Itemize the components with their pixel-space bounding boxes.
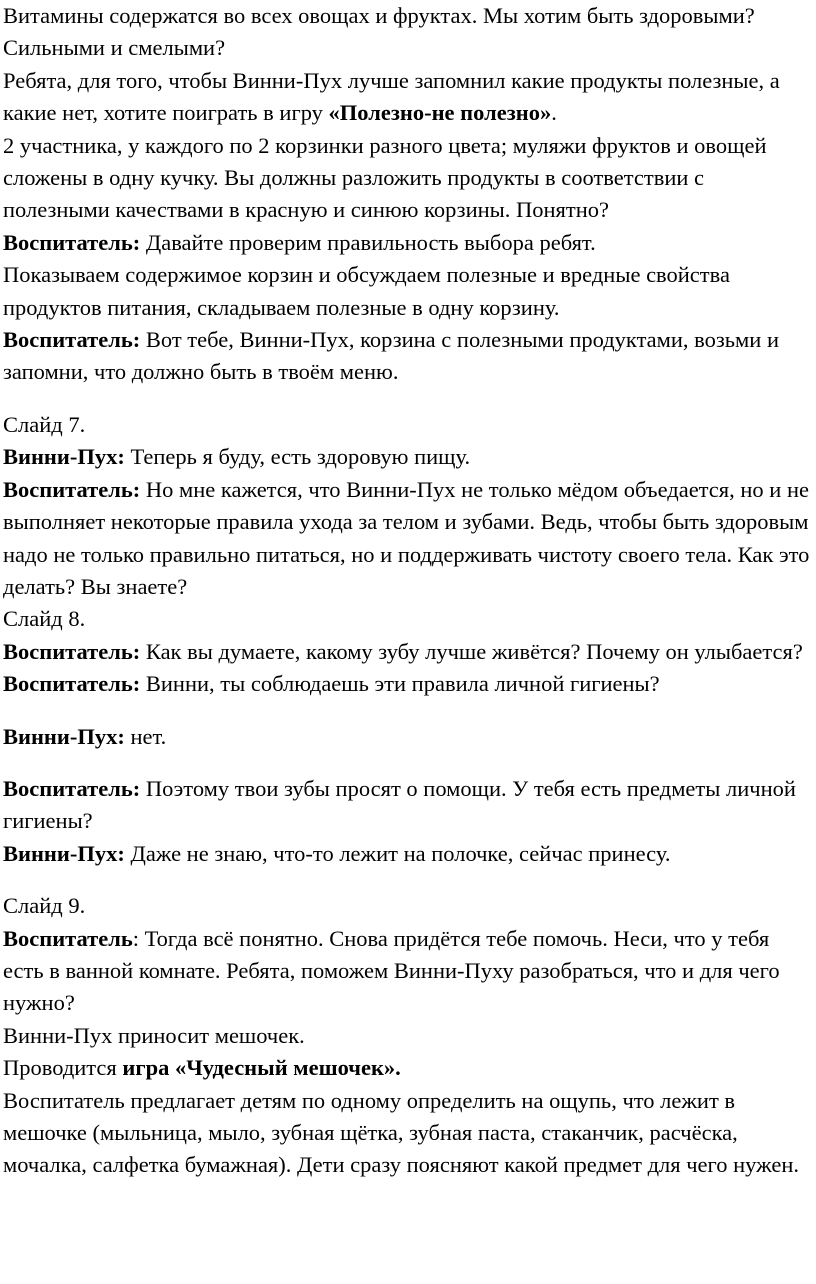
paragraph-p13 <box>3 721 812 753</box>
text-run: Воспитатель предлагает детям по одному определить на ощупь, что лежит в мешочке (мыльница, мыло, зубная щётка, зубная паста, стаканчик, расчёска, мочалка, салфетка бумажная). Дети сразу поясняют какой предмет для чего нужен. <box>3 1087 799 1178</box>
paragraph-p8 <box>3 441 812 473</box>
bold-text: Воспитатель: <box>3 638 141 664</box>
paragraph-p5 <box>3 259 812 324</box>
text-run: нет. <box>124 723 167 749</box>
text-run: Вот тебе, Винни-Пух, корзина с полезными продуктами, возьми и запомни, что должно быть в твоём меню. <box>3 327 780 385</box>
text-run: Давайте проверим правильность выбора ребят. <box>140 229 596 255</box>
paragraph-p11 <box>3 636 812 668</box>
bold-text: Винни-Пух: <box>3 723 125 749</box>
bold-text: Винни-Пух: <box>3 444 125 470</box>
paragraph-p2 <box>3 65 812 130</box>
text-run: Слайд 8. <box>3 606 86 632</box>
paragraph-p17 <box>3 923 812 1020</box>
text-run: Но мне кажется, что Винни-Пух не только мёдом объедается, но и не выполняет некоторые правила ухода за телом и зубами. Ведь, чтобы быть здоровым надо не только правильно питаться, но и поддерживать чистоту своего тела. Как это делать? Вы знаете? <box>3 476 810 599</box>
paragraph-p4 <box>3 227 812 259</box>
text-run: Винни-Пух приносит мешочек. <box>3 1022 305 1048</box>
text-run: Как вы думаете, какому зубу лучше живётся? Почему он улыбается? <box>140 638 803 664</box>
text-run: Теперь я буду, есть здоровую пищу. <box>124 444 471 470</box>
paragraph-p14 <box>3 773 812 838</box>
bold-text: Винни-Пух: <box>3 840 125 866</box>
paragraph-p19 <box>3 1052 812 1084</box>
paragraph-p7 <box>3 409 812 441</box>
paragraph-p12 <box>3 668 812 700</box>
text-run: : Тогда всё понятно. Снова придётся тебе помочь. Неси, что у тебя есть в ванной комнате. Ребята, поможем Винни-Пуху разобраться, что и для чего нужно? <box>3 925 780 1016</box>
bold-text: Воспитатель: <box>3 476 141 502</box>
bold-text: Воспитатель: <box>3 671 141 697</box>
paragraph-p16 <box>3 890 812 922</box>
bold-text: «Полезно-не полезно» <box>328 100 552 126</box>
paragraph-p15 <box>3 838 812 870</box>
text-run: Слайд 9. <box>3 893 86 919</box>
text-run: Слайд 7. <box>3 411 86 437</box>
paragraph-p20 <box>3 1085 812 1182</box>
paragraph-p18 <box>3 1020 812 1052</box>
bold-text: Воспитатель: <box>3 775 141 801</box>
text-run: Проводится <box>3 1055 123 1081</box>
bold-text: Воспитатель: <box>3 229 141 255</box>
bold-text: Воспитатель: <box>3 327 141 353</box>
text-run: Даже не знаю, что-то лежит на полочке, сейчас принесу. <box>124 840 671 866</box>
text-run: Показываем содержимое корзин и обсуждаем полезные и вредные свойства продуктов питания, складываем полезные в одну корзину. <box>3 262 730 320</box>
text-run: Винни, ты соблюдаешь эти правила личной гигиены? <box>140 671 660 697</box>
paragraph-p1 <box>3 0 812 65</box>
text-run: 2 участника, у каждого по 2 корзинки разного цвета; муляжи фруктов и овощей сложены в одну кучку. Вы должны разложить продукты в соответствии с полезными качествами в красную и синюю корзины. Понятно? <box>3 132 767 223</box>
bold-text: Воспитатель <box>3 925 133 951</box>
text-run: Витамины содержатся во всех овощах и фруктах. Мы хотим быть здоровыми? Сильными и смелыми? <box>3 3 755 61</box>
paragraph-p6 <box>3 324 812 389</box>
paragraph-p10 <box>3 603 812 635</box>
text-run: Ребята, для того, чтобы Винни-Пух лучше запомнил какие продукты полезные, а какие нет, хотите поиграть в игру <box>3 67 780 126</box>
text-run: . <box>551 100 557 126</box>
bold-text: игра «Чудесный мешочек». <box>122 1055 401 1081</box>
paragraph-p9 <box>3 474 812 604</box>
text-run: Поэтому твои зубы просят о помощи. У тебя есть предметы личной гигиены? <box>3 775 796 834</box>
paragraph-p3 <box>3 130 812 227</box>
